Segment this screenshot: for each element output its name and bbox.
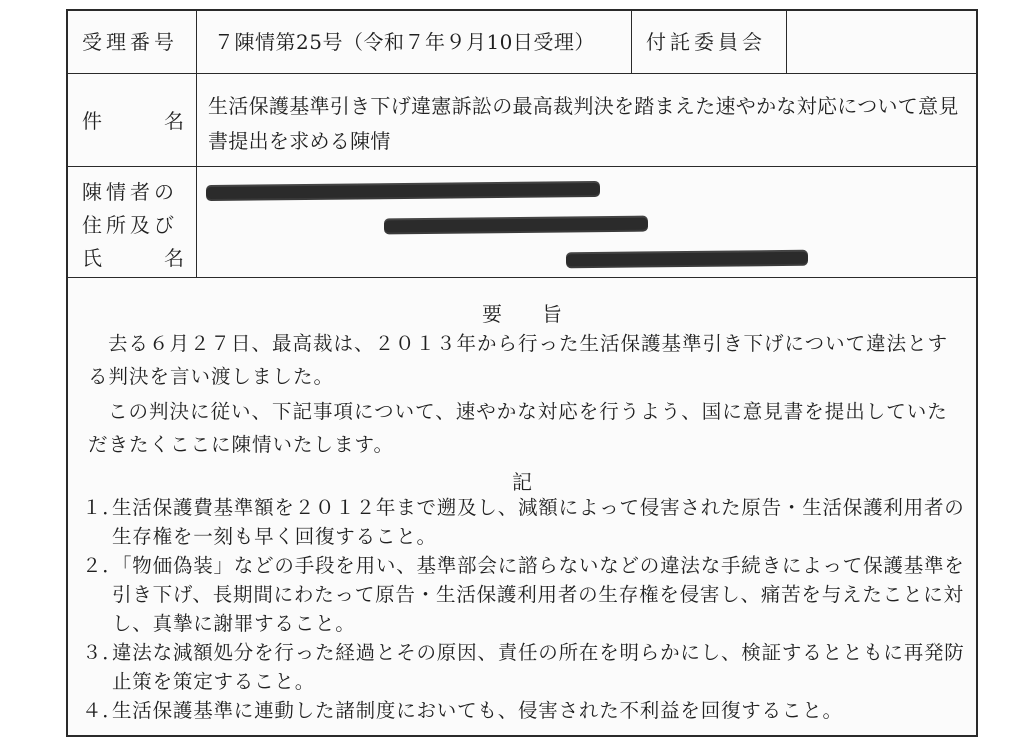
list-item bbox=[82, 696, 968, 725]
list-item-number: ４． bbox=[82, 699, 123, 722]
header-column-divider bbox=[631, 11, 632, 73]
petition-form bbox=[66, 9, 978, 737]
header-column-divider bbox=[786, 11, 787, 73]
redacted-address bbox=[206, 183, 600, 199]
list-item-number: ２． bbox=[82, 554, 123, 577]
list-item bbox=[82, 493, 968, 551]
subject-text: 生活保護基準引き下げ違憲訴訟の最高裁判決を踏まえた速やかな対応について意見書提出を求める陳情 bbox=[208, 94, 959, 153]
list-item-text: 生活保護基準に連動した諸制度においても、侵害された不利益を回復すること。 bbox=[112, 699, 843, 722]
list-item-text: 違法な減額処分を行った経過とその原因、責任の所在を明らかにし、検証するとともに再発防止策を策定すること。 bbox=[112, 641, 965, 693]
subject-label-right: 名 bbox=[164, 109, 185, 133]
petitioner-label-line3-left: 氏 bbox=[82, 246, 103, 270]
redacted-organization bbox=[384, 218, 648, 233]
summary-title: 要旨 bbox=[482, 302, 602, 326]
row-divider bbox=[68, 73, 976, 74]
committee-label: 付託委員会 bbox=[646, 30, 766, 54]
row-divider bbox=[68, 166, 976, 167]
petitioner-label-line2: 住所及び bbox=[82, 213, 178, 237]
list-item bbox=[82, 638, 968, 696]
row-divider bbox=[68, 277, 976, 278]
list-item bbox=[82, 551, 968, 638]
summary-paragraph-1: 去る６月２７日、最高裁は、２０１３年から行った生活保護基準引き下げについて違法とする判決を言い渡しました。 bbox=[88, 332, 949, 388]
list-item-number: １． bbox=[82, 496, 123, 519]
ki-heading: 記 bbox=[512, 470, 532, 494]
petitioner-label-line3-right: 名 bbox=[164, 246, 185, 270]
list-item-text: 「物価偽装」などの手段を用い、基準部会に諮らないなどの違法な手続きによって保護基準を引き下げ、長期間にわたって原告・生活保護利用者の生存権を侵害し、痛苦を与えたことに対し、真摯に謝罪すること。 bbox=[112, 554, 965, 635]
list-item-number: ３． bbox=[82, 641, 123, 664]
summary-paragraph-2: この判決に従い、下記事項について、速やかな対応を行うよう、国に意見書を提出していただきたくここに陳情いたします。 bbox=[88, 400, 948, 456]
receipt-number-label: 受理番号 bbox=[82, 30, 178, 54]
list-item-text: 生活保護費基準額を２０１２年まで遡及し、減額によって侵害された原告・生活保護利用者の生存権を一刻も早く回復すること。 bbox=[112, 496, 965, 548]
redacted-name bbox=[566, 252, 808, 267]
label-column-divider bbox=[196, 11, 197, 277]
petitioner-label-line1: 陳情者の bbox=[82, 180, 178, 204]
receipt-number-value: ７陳情第25号（令和７年９月10日受理） bbox=[214, 30, 595, 54]
subject-label-left: 件 bbox=[82, 109, 103, 133]
